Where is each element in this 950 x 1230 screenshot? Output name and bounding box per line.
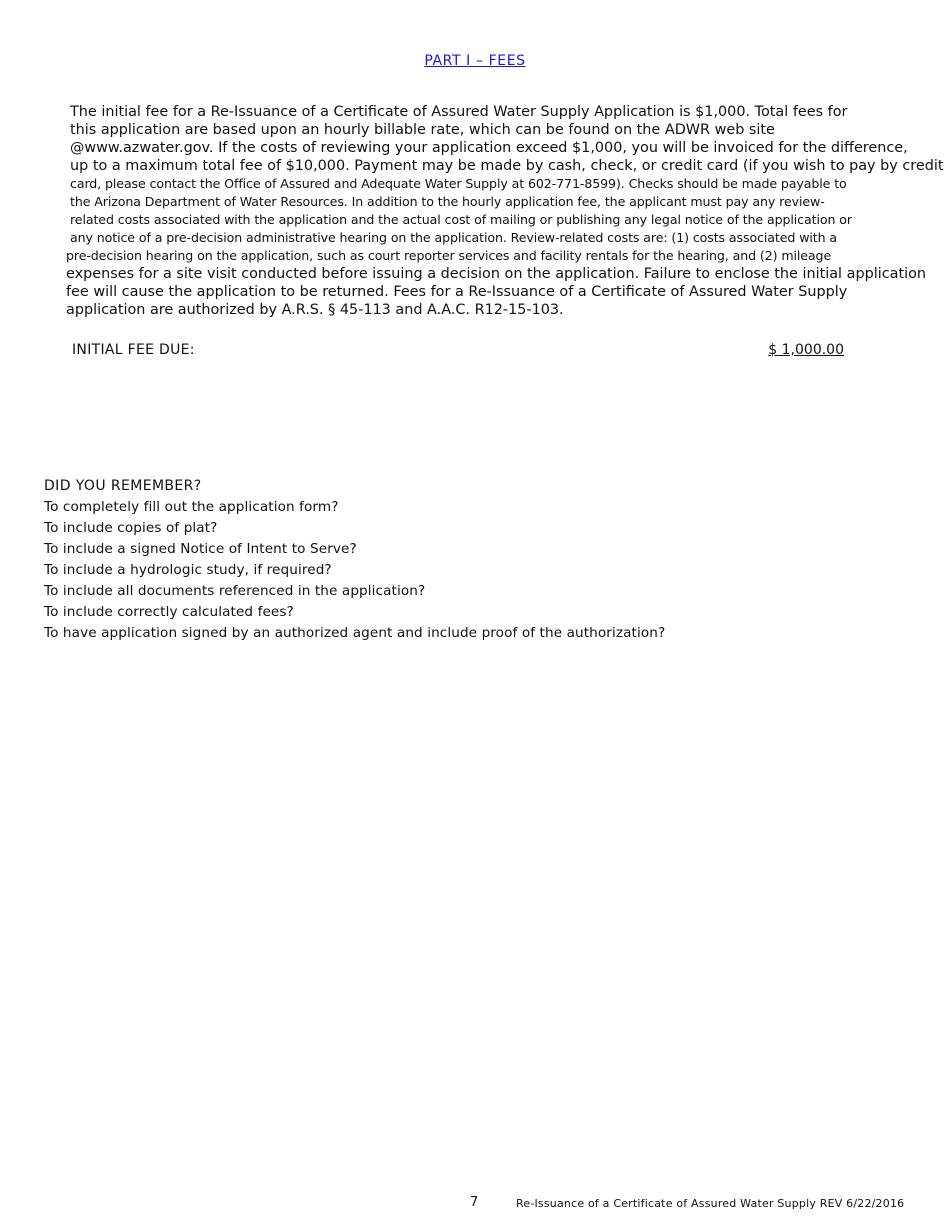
paragraph-line: fee will cause the application to be returned. Fees for a Re-Issuance of a Certificate of Assured Water Supply xyxy=(66,284,848,300)
footer-document-title: Re-Issuance of a Certificate of Assured Water Supply REV 6/22/2016 xyxy=(516,1197,905,1210)
section-title-part-i-fees: PART I – FEES xyxy=(424,53,526,69)
checklist-item: To completely fill out the application form? xyxy=(44,499,339,515)
paragraph-line: the Arizona Department of Water Resources. In addition to the hourly application fee, the applicant must pay any review- xyxy=(70,194,825,209)
page-footer xyxy=(0,1195,950,1213)
checklist-item: To have application signed by an authorized agent and include proof of the authorization? xyxy=(44,625,666,641)
checklist-items xyxy=(44,497,864,644)
paragraph-line: card, please contact the Office of Assured and Adequate Water Supply at 602-771-8599). Checks should be made payable to xyxy=(70,176,847,191)
paragraph-line: any notice of a pre-decision administrative hearing on the application. Review-related costs are: (1) costs associated with a xyxy=(70,230,838,245)
checklist-item: To include copies of plat? xyxy=(44,520,218,536)
paragraph-line: @www.azwater.gov. If the costs of reviewing your application exceed $1,000, you will be invoiced for the difference, xyxy=(70,140,908,156)
did-you-remember-checklist xyxy=(44,476,864,644)
initial-fee-due-row xyxy=(72,342,844,362)
checklist-item: To include a hydrologic study, if required? xyxy=(44,562,332,578)
paragraph-line: The initial fee for a Re-Issuance of a Certificate of Assured Water Supply Application is $1,000. Total fees for xyxy=(70,104,848,120)
checklist-item: To include a signed Notice of Intent to Serve? xyxy=(44,541,357,557)
initial-fee-label: INITIAL FEE DUE: xyxy=(72,342,195,358)
checklist-item: To include correctly calculated fees? xyxy=(44,604,294,620)
initial-fee-amount: $ 1,000.00 xyxy=(768,342,844,358)
checklist-item: To include all documents referenced in the application? xyxy=(44,583,426,599)
paragraph-line: this application are based upon an hourly billable rate, which can be found on the ADWR web site xyxy=(70,122,775,138)
page-number: 7 xyxy=(470,1195,479,1210)
checklist-heading: DID YOU REMEMBER? xyxy=(44,478,202,494)
paragraph-line: up to a maximum total fee of $10,000. Payment may be made by cash, check, or credit card (if you wish to pay by credit xyxy=(70,158,944,174)
paragraph-line: expenses for a site visit conducted before issuing a decision on the application. Failure to enclose the initial application xyxy=(66,266,927,282)
paragraph-line: related costs associated with the application and the actual cost of mailing or publishing any legal notice of the application or xyxy=(70,212,852,227)
paragraph-line: application are authorized by A.R.S. § 45-113 and A.A.C. R12-15-103. xyxy=(66,302,564,318)
paragraph-line: pre-decision hearing on the application, such as court reporter services and facility rentals for the hearing, and (2) mileage xyxy=(66,248,832,263)
fee-description-paragraph xyxy=(66,103,944,319)
